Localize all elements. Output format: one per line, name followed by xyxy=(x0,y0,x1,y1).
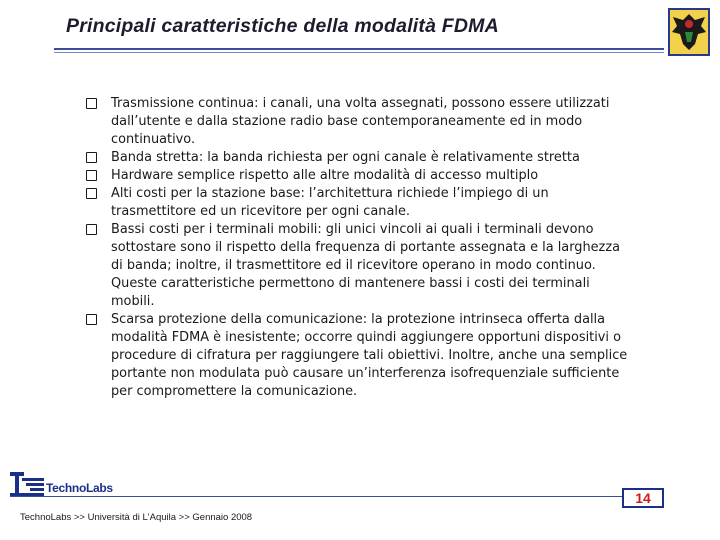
checkbox-bullet-icon xyxy=(86,314,97,325)
checkbox-bullet-icon xyxy=(86,152,97,163)
bullet-text: Banda stretta: la banda richiesta per ogni canale è relativamente stretta xyxy=(111,150,580,165)
bullet-item xyxy=(86,149,631,167)
bullet-item xyxy=(86,311,631,401)
title-rule xyxy=(54,48,664,50)
bullet-text: Bassi costi per i terminali mobili: gli unici vincoli ai quali i terminali devono sottostare sono il rispetto della frequenza di portante assegnata e la larghezza di banda; inoltre, il trasmettitore ed il ricevitore operano in modo continuo. Queste caratteristiche permettono di mantenere bassi i costi dei terminali mobili. xyxy=(111,222,620,309)
footer-rule xyxy=(10,496,622,497)
technolabs-logo-text: TechnoLabs xyxy=(46,481,113,495)
page-number: 14 xyxy=(622,488,664,508)
checkbox-bullet-icon xyxy=(86,224,97,235)
checkbox-bullet-icon xyxy=(86,98,97,109)
checkbox-bullet-icon xyxy=(86,188,97,199)
bullet-text: Hardware semplice rispetto alle altre modalità di accesso multiplo xyxy=(111,168,539,183)
bullet-text: Alti costi per la stazione base: l’architettura richiede l’impiego di un trasmettitore ed un ricevitore per ogni canale. xyxy=(111,186,549,219)
university-crest-icon xyxy=(668,8,710,56)
bullet-item xyxy=(86,95,631,149)
slide-title: Principali caratteristiche della modalità FDMA xyxy=(66,15,499,37)
bullet-item xyxy=(86,185,631,221)
bullet-item xyxy=(86,167,631,185)
title-rule-thin xyxy=(54,52,664,53)
bullet-text: Scarsa protezione della comunicazione: la protezione intrinseca offerta dalla modalità FDMA è inesistente; occorre quindi aggiungere opportuni dispositivi o procedure di cifratura per raggiungere tali obiettivi. Inoltre, anche una semplice portante non modulata può causare un’interferenza isofrequenziale sufficiente per compromettere la comunicazione. xyxy=(111,312,628,399)
bullet-list xyxy=(86,95,631,401)
footer-text: TechnoLabs >> Università di L'Aquila >> Gennaio 2008 xyxy=(20,512,253,523)
bullet-item xyxy=(86,221,631,311)
checkbox-bullet-icon xyxy=(86,170,97,181)
bullet-text: Trasmissione continua: i canali, una volta assegnati, possono essere utilizzati dall’utente e dalla stazione radio base contemporaneamente ed in modo continuativo. xyxy=(111,96,610,147)
